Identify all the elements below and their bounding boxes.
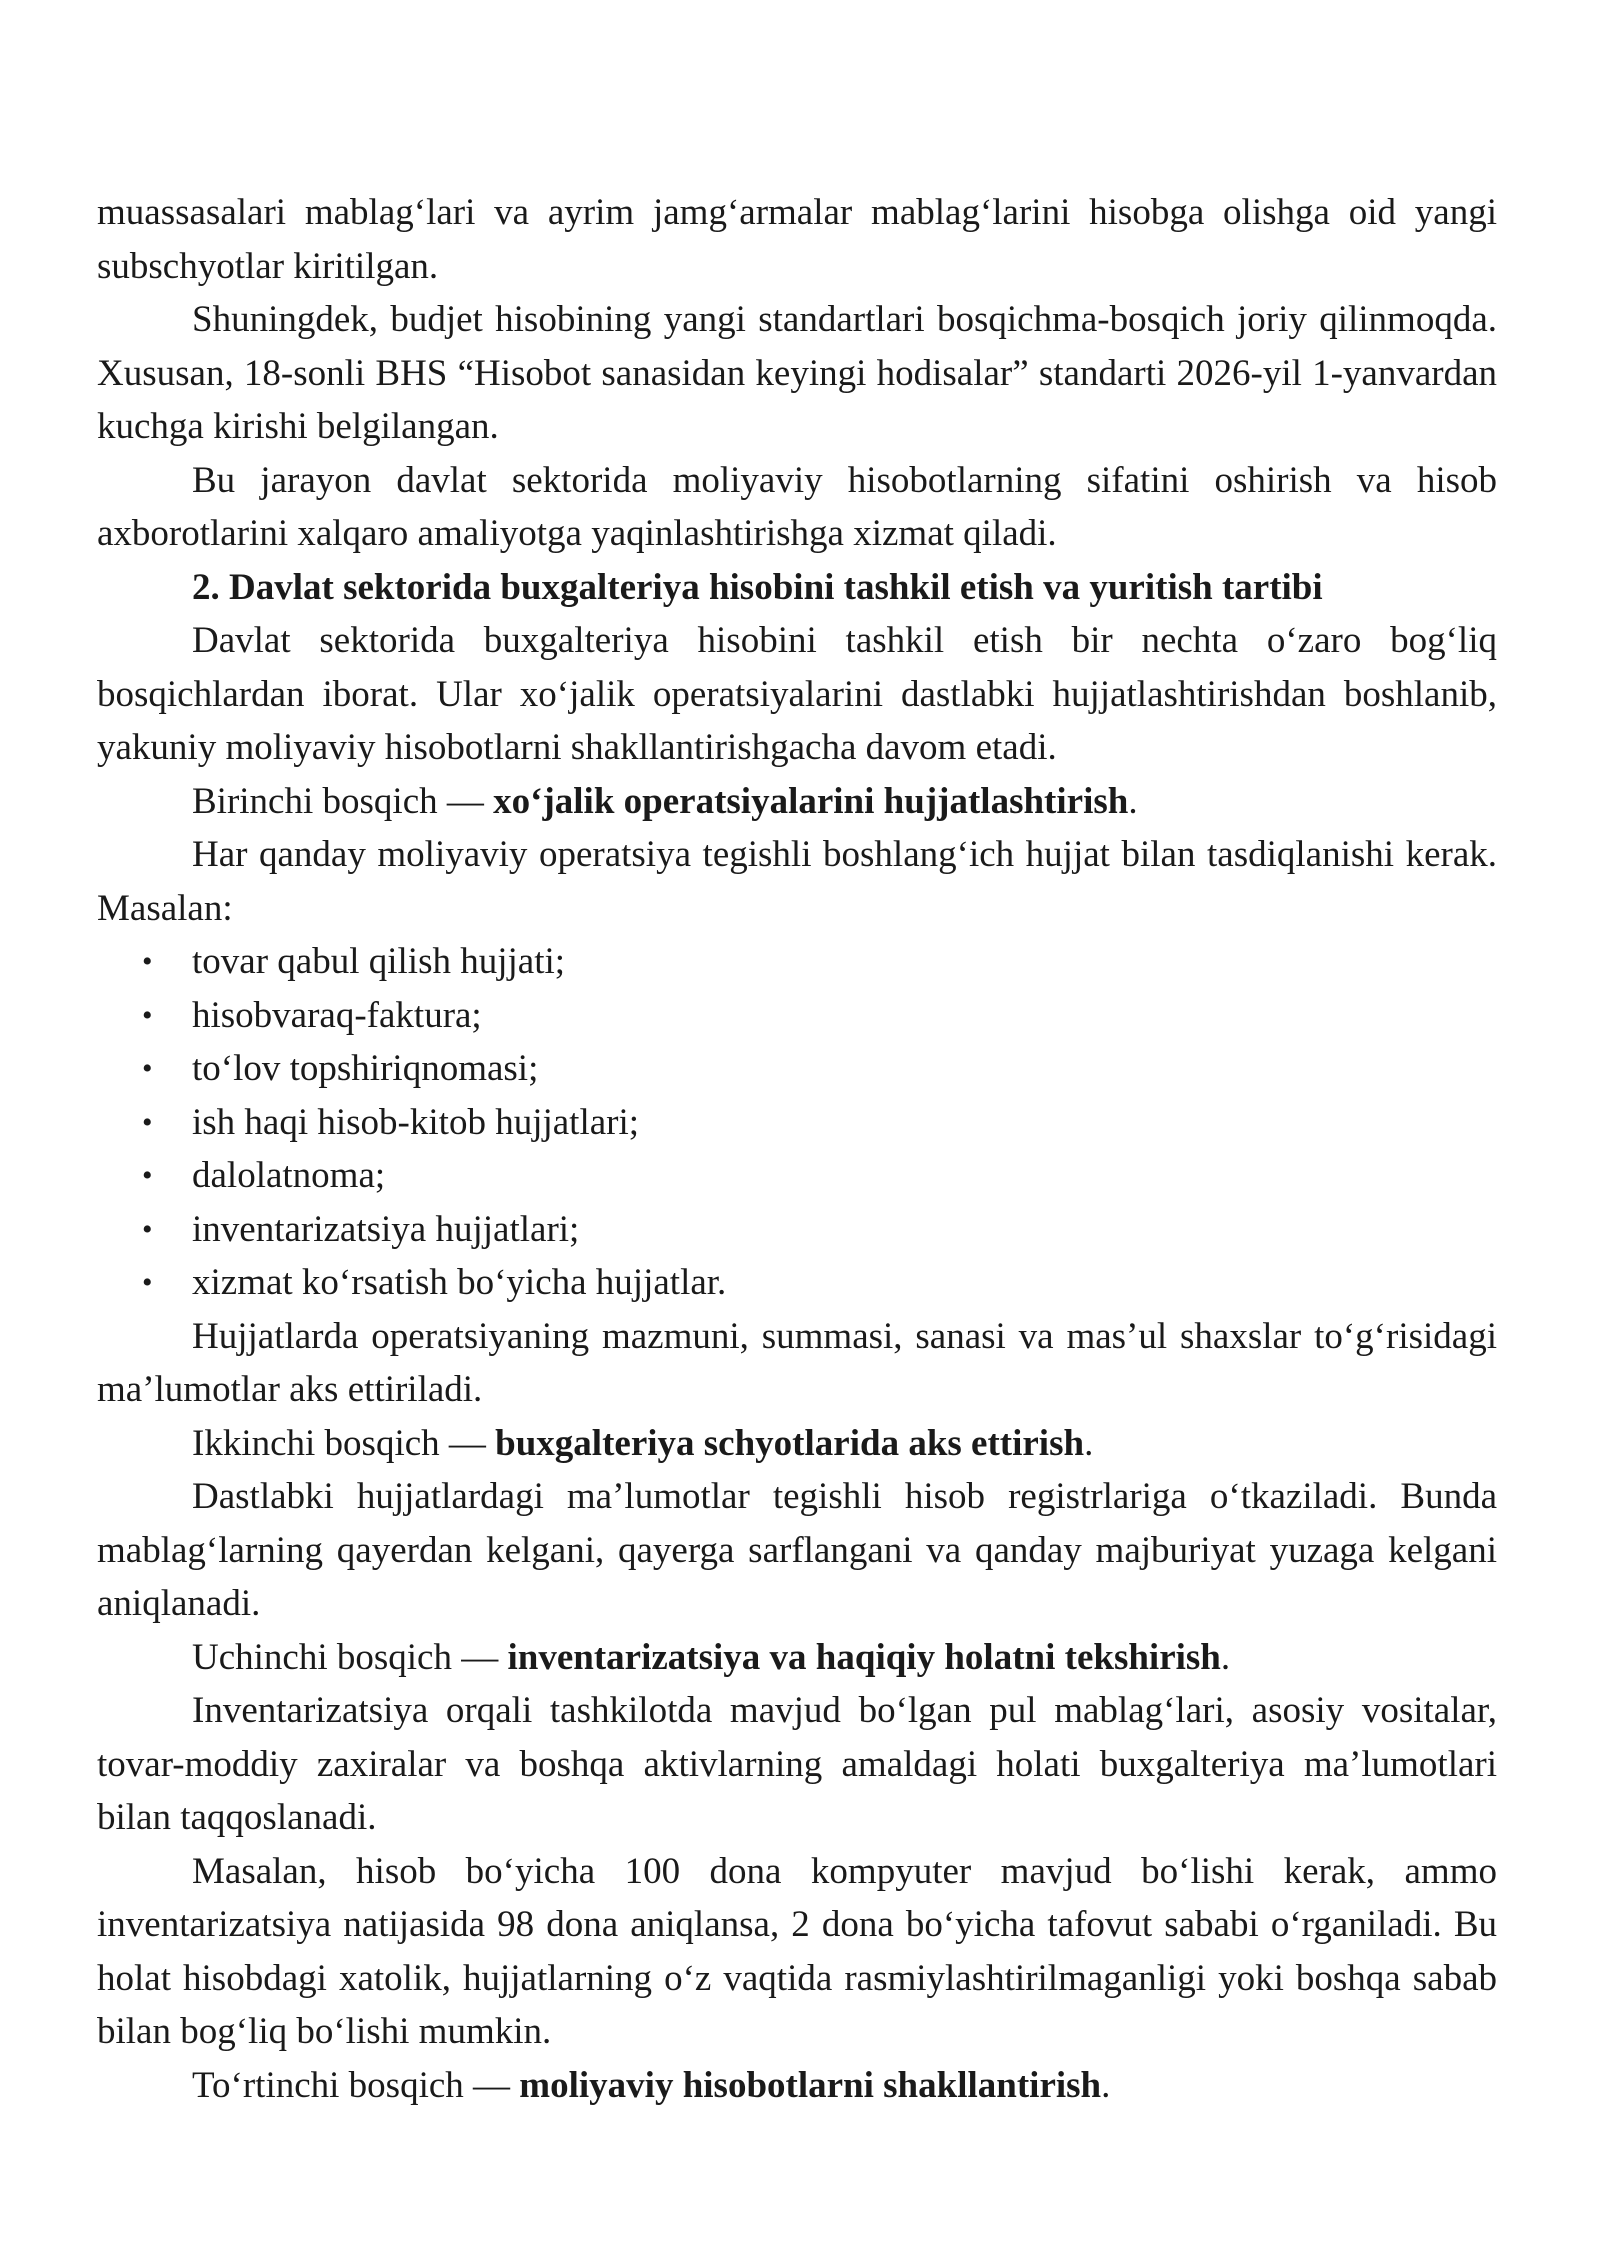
stage-2-prefix: Ikkinchi bosqich — bbox=[192, 1422, 496, 1464]
stage-4-prefix: To‘rtinchi bosqich — bbox=[192, 2064, 520, 2106]
list-item-text: tovar qabul qilish hujjati; bbox=[192, 941, 566, 982]
stage-1-line bbox=[97, 775, 1497, 829]
list-item bbox=[97, 1096, 1497, 1150]
bullet-icon: • bbox=[142, 998, 153, 1032]
document-page bbox=[97, 186, 1497, 2112]
stage-2-suffix: . bbox=[1084, 1422, 1094, 1464]
paragraph-registers: Dastlabki hujjatlardagi ma’lumotlar tegishli hisob registrlariga o‘tkaziladi. Bunda mablag‘larning qayerdan kelgani, qayerga sarflangani va qanday majburiyat yuzaga kelgani aniqlanadi. bbox=[97, 1476, 1497, 1624]
paragraph-purpose: Bu jarayon davlat sektorida moliyaviy hisobotlarning sifatini oshirish va hisob axborotlarini xalqaro amaliyotga yaqinlashtirishga xizmat qiladi. bbox=[97, 459, 1497, 554]
stage-1-prefix: Birinchi bosqich — bbox=[192, 780, 494, 822]
list-item-text: inventarizatsiya hujjatlari; bbox=[192, 1208, 580, 1250]
stage-2-line bbox=[97, 1417, 1497, 1471]
list-item bbox=[97, 935, 1497, 989]
paragraph-document-contents: Hujjatlarda operatsiyaning mazmuni, summasi, sanasi va mas’ul shaxslar to‘g‘risidagi ma’lumotlar aks ettiriladi. bbox=[97, 1315, 1497, 1410]
list-item bbox=[97, 1256, 1497, 1310]
stage-1-suffix: . bbox=[1128, 780, 1138, 822]
bullet-icon: • bbox=[142, 1052, 153, 1085]
bullet-icon: • bbox=[142, 945, 153, 978]
list-item-text: hisobvaraq-faktura; bbox=[192, 994, 482, 1036]
list-item bbox=[97, 989, 1497, 1043]
list-item bbox=[97, 1149, 1497, 1203]
section-heading: 2. Davlat sektorida buxgalteriya hisobini tashkil etish va yuritish tartibi bbox=[192, 566, 1323, 608]
list-item bbox=[97, 1042, 1497, 1096]
list-item-text: to‘lov topshiriqnomasi; bbox=[192, 1048, 539, 1089]
list-item-text: xizmat ko‘rsatish bo‘yicha hujjatlar. bbox=[192, 1262, 727, 1303]
stage-3-title: inventarizatsiya va haqiqiy holatni tekshirish bbox=[507, 1636, 1221, 1678]
document-types-list bbox=[97, 935, 1497, 1310]
bullet-icon: • bbox=[142, 1105, 153, 1139]
bullet-icon: • bbox=[142, 1212, 153, 1246]
paragraph-standards: Shuningdek, budjet hisobining yangi standartlari bosqichma-bosqich joriy qilinmoqda. Xususan, 18-sonli BHS “Hisobot sanasidan keyingi hodisalar” standarti 2026-yil 1-yanvardan kuchga kirishi belgilangan. bbox=[97, 299, 1497, 447]
paragraph-continuation: muassasalari mablag‘lari va ayrim jamg‘armalar mablag‘larini hisobga olishga oid yangi subschyotlar kiritilgan. bbox=[97, 192, 1497, 287]
stage-3-suffix: . bbox=[1220, 1636, 1231, 1678]
list-item bbox=[97, 1203, 1497, 1257]
stage-3-prefix: Uchinchi bosqich — bbox=[192, 1636, 508, 1678]
paragraph-inventory-example: Masalan, hisob bo‘yicha 100 dona kompyuter mavjud bo‘lishi kerak, ammo inventarizatsiya natijasida 98 dona aniqlansa, 2 dona bo‘yicha tafovut sababi o‘rganiladi. Bu holat hisobdagi xatolik, hujjatlarning o‘z vaqtida rasmiylashtirilmaganligi yoki boshqa sabab bilan bog‘liq bo‘lishi mumkin. bbox=[97, 1850, 1497, 2052]
stage-4-line bbox=[97, 2059, 1497, 2113]
stage-2-title: buxgalteriya schyotlarida aks ettirish bbox=[495, 1422, 1085, 1464]
stage-1-title: xo‘jalik operatsiyalarini hujjatlashtirish bbox=[493, 780, 1129, 822]
bullet-icon: • bbox=[142, 1266, 153, 1299]
stage-4-suffix: . bbox=[1101, 2064, 1111, 2106]
paragraph-stages-intro: Davlat sektorida buxgalteriya hisobini tashkil etish bir nechta o‘zaro bog‘liq bosqichlardan iborat. Ular xo‘jalik operatsiyalarini dastlabki hujjatlashtirishdan boshlanib, yakuniy moliyaviy hisobotlarni shakllantirishgacha davom etadi. bbox=[97, 620, 1497, 768]
stage-4-title: moliyaviy hisobotlarni shakllantirish bbox=[519, 2064, 1102, 2106]
paragraph-documents-intro: Har qanday moliyaviy operatsiya tegishli boshlang‘ich hujjat bilan tasdiqlanishi kerak. Masalan: bbox=[97, 834, 1497, 929]
list-item-text: ish haqi hisob-kitob hujjatlari; bbox=[192, 1101, 640, 1143]
stage-3-line bbox=[97, 1631, 1497, 1685]
paragraph-inventory: Inventarizatsiya orqali tashkilotda mavjud bo‘lgan pul mablag‘lari, asosiy vositalar, tovar-moddiy zaxiralar va boshqa aktivlarning amaldagi holati buxgalteriya ma’lumotlari bilan taqqoslanadi. bbox=[97, 1690, 1497, 1838]
bullet-icon: • bbox=[142, 1159, 153, 1192]
list-item-text: dalolatnoma; bbox=[192, 1155, 386, 1196]
